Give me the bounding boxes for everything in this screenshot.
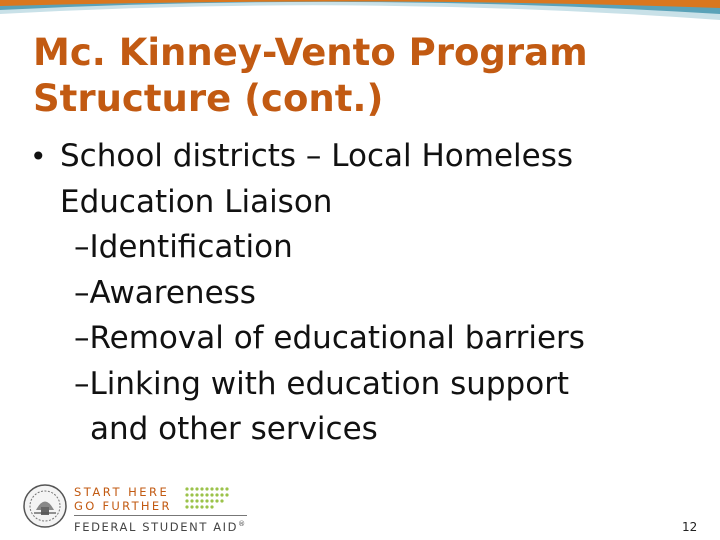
sub-item-identification: –Identification [74,229,293,265]
title-line-1: Mc. Kinney-Vento Program [33,31,588,74]
federal-student-aid-logo [22,483,272,533]
logo-go-further: GO FURTHER [74,499,172,513]
department-seal-icon [22,483,68,529]
logo-fsa-text: FEDERAL STUDENT AID [74,519,239,534]
bullet-item [30,134,710,225]
sub-item-removal: –Removal of educational barriers [74,320,585,356]
registered-mark: ® [238,520,247,528]
logo-dot-grid-icon [184,486,232,514]
slide-title [33,30,693,122]
sub-item-awareness: –Awareness [74,274,256,311]
slide-body [30,134,710,453]
bullet-line-2: Education Liaison [60,183,333,220]
sub-item-linking: –Linking with education support [74,365,570,402]
bullet-line-1: School districts – Local Homeless [60,138,574,174]
sub-item-linking-continuation: and other services [90,411,378,447]
logo-start-here: START HERE [74,485,170,499]
bullet-dot-icon: • [30,140,47,173]
title-line-2: Structure (cont.) [33,77,384,120]
top-decorative-band [0,0,720,30]
slide-page-number: 12 [682,520,698,534]
logo-federal-student-aid [74,515,247,535]
